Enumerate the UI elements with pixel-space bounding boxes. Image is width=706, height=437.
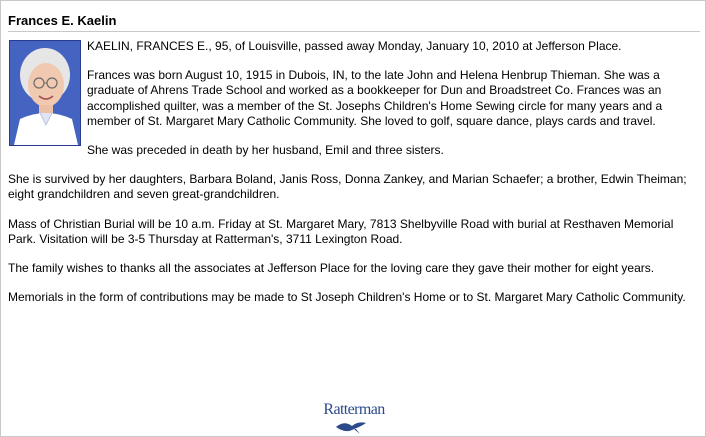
obituary-paragraph: Mass of Christian Burial will be 10 a.m. Friday at St. Margaret Mary, 7813 Shelbyville Road with burial at Resthaven Memorial Park. Visitation will be 3-5 Thursday at Ratterman's, 3711 Lexington Road. bbox=[8, 216, 674, 246]
obituary-paragraph: She is survived by her daughters, Barbara Boland, Janis Ross, Donna Zankey, and Marian Schaefer; a brother, Edwin Theiman; eight grandchildren and seven great-grandchildren. bbox=[8, 172, 687, 202]
obituary-paragraph: The family wishes to thanks all the associates at Jefferson Place for the loving care they gave their mother for eight years. bbox=[8, 261, 655, 276]
obituary-name: Frances E. Kaelin bbox=[8, 13, 117, 28]
logo-wordmark: Ratterman bbox=[323, 401, 385, 418]
dove-icon bbox=[334, 419, 374, 435]
obituary-paragraph: She was preceded in death by her husband, Emil and three sisters. bbox=[87, 143, 444, 158]
portrait-photo bbox=[9, 40, 81, 146]
funeral-home-logo bbox=[318, 401, 390, 437]
obituary-body bbox=[8, 39, 699, 319]
obituary-paragraph: KAELIN, FRANCES E., 95, of Louisville, passed away Monday, January 10, 2010 at Jefferson Place. bbox=[87, 39, 622, 53]
title-divider bbox=[8, 31, 700, 32]
obituary-paragraph: Frances was born August 10, 1915 in Dubois, IN, to the late John and Helena Henbrup Thieman. She was a graduate of Ahrens Trade School and worked as a bookkeeper for Dun and Broadstreet Co. Frances was an accomplished quilter, was a member of the St. Josephs Children's Home Sewing circle for many years and a member of St. Margaret Mary Catholic Community. She loved to golf, square dance, plays cards and travel. bbox=[87, 68, 663, 128]
obituary-paragraph: Memorials in the form of contributions may be made to St Joseph Children's Home or to St. Margaret Mary Catholic Community. bbox=[8, 290, 686, 305]
